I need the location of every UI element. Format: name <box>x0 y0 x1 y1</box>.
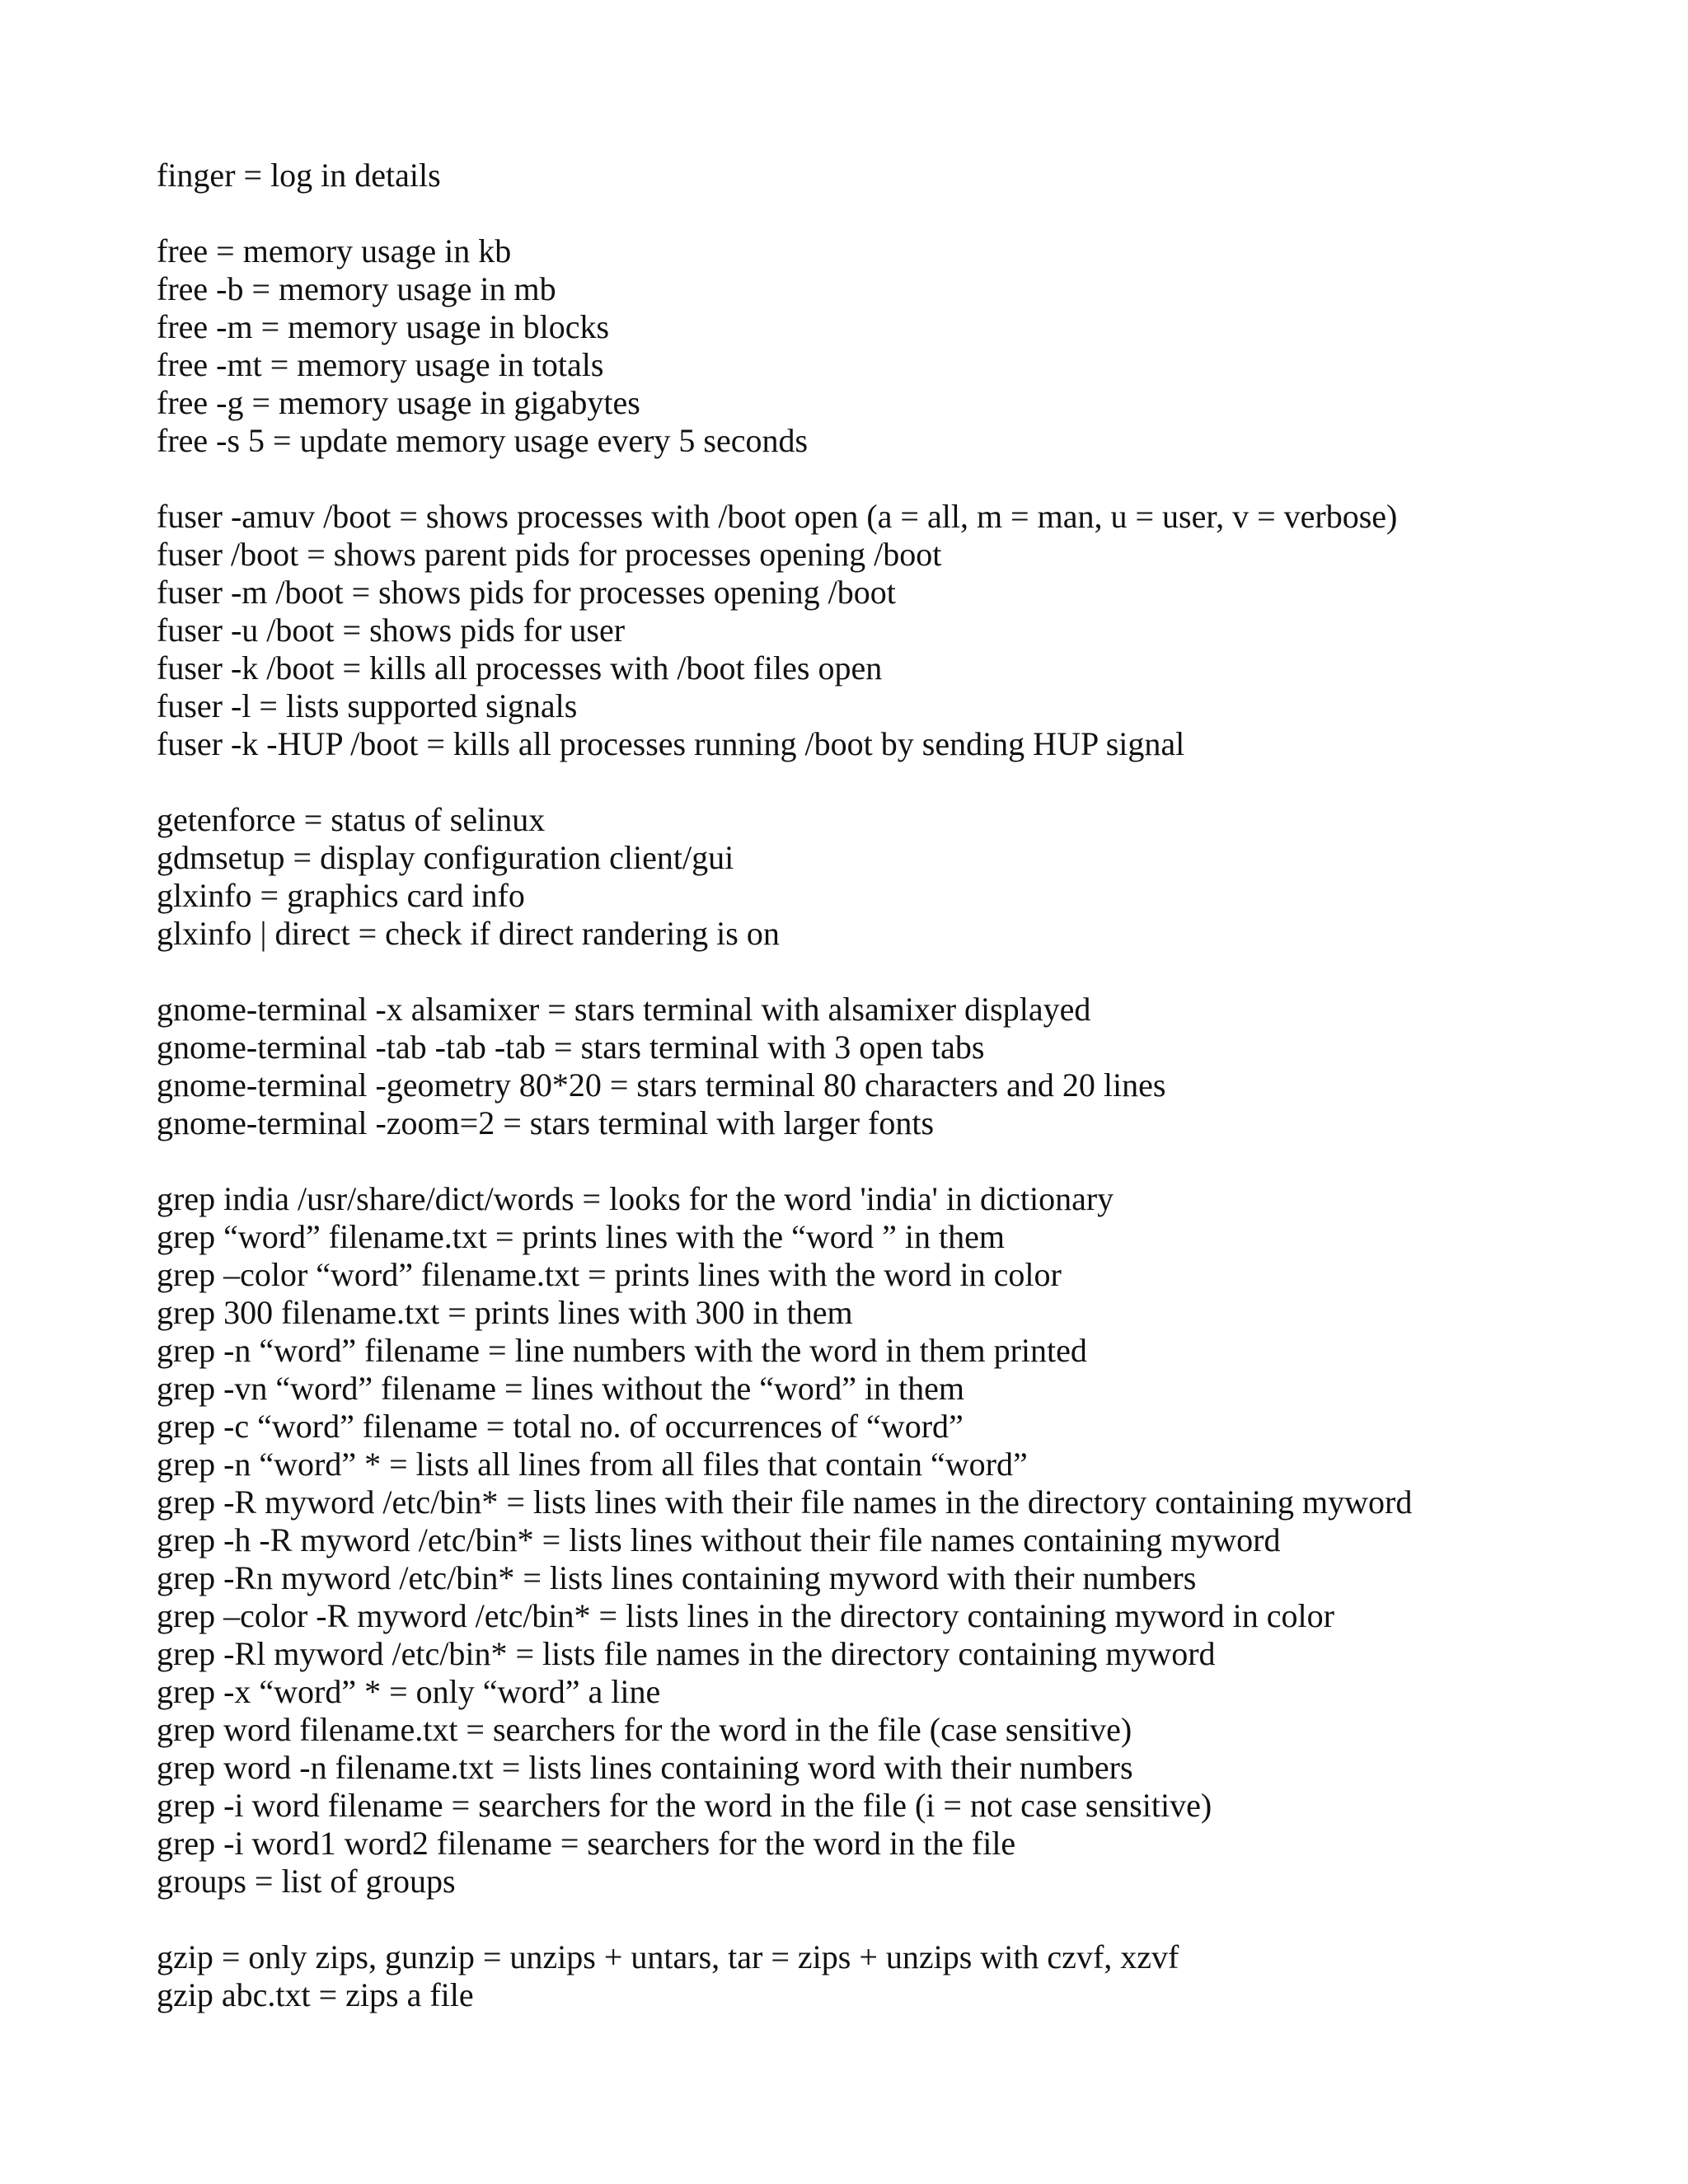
text-line: groups = list of groups <box>157 1863 456 1900</box>
text-line: grep -vn “word” filename = lines without the “word” in them <box>157 1370 965 1407</box>
text-line: grep “word” filename.txt = prints lines with the “word ” in them <box>157 1218 1005 1255</box>
text-line: free = memory usage in kb <box>157 232 512 269</box>
text-line: grep word filename.txt = searchers for the word in the file (case sensitive) <box>157 1711 1132 1748</box>
text-line: fuser -m /boot = shows pids for processes opening /boot <box>157 574 896 611</box>
text-line: gzip abc.txt = zips a file <box>157 1976 474 2013</box>
text-line: grep -Rl myword /etc/bin* = lists file names in the directory containing myword <box>157 1635 1216 1672</box>
text-line: grep -h -R myword /etc/bin* = lists lines without their file names containing myword <box>157 1521 1281 1558</box>
section-gnome-terminal <box>157 991 1640 1142</box>
section-finger <box>157 157 1640 194</box>
text-line: fuser /boot = shows parent pids for processes opening /boot <box>157 536 942 573</box>
text-line: grep -x “word” * = only “word” a line <box>157 1673 661 1710</box>
text-line: free -b = memory usage in mb <box>157 270 556 307</box>
text-line: fuser -k -HUP /boot = kills all processes running /boot by sending HUP signal <box>157 725 1185 762</box>
text-line: fuser -u /boot = shows pids for user <box>157 612 626 649</box>
text-line: grep word -n filename.txt = lists lines containing word with their numbers <box>157 1749 1133 1786</box>
text-line: grep -Rn myword /etc/bin* = lists lines containing myword with their numbers <box>157 1559 1197 1596</box>
section-grep <box>157 1180 1640 1900</box>
text-line: grep -c “word” filename = total no. of occurrences of “word” <box>157 1408 964 1445</box>
text-line: grep -R myword /etc/bin* = lists lines with their file names in the directory containing myword <box>157 1483 1413 1521</box>
text-line: gnome-terminal -zoom=2 = stars terminal with larger fonts <box>157 1104 935 1141</box>
text-line: finger = log in details <box>157 157 441 194</box>
section-gzip <box>157 1938 1640 2014</box>
text-line: gdmsetup = display configuration client/gui <box>157 839 734 876</box>
text-line: grep 300 filename.txt = prints lines with 300 in them <box>157 1294 853 1331</box>
text-line: gnome-terminal -geometry 80*20 = stars terminal 80 characters and 20 lines <box>157 1066 1166 1104</box>
document-body <box>157 157 1640 2052</box>
text-line: fuser -k /boot = kills all processes with /boot files open <box>157 649 883 687</box>
text-line: glxinfo = graphics card info <box>157 877 525 914</box>
text-line: free -mt = memory usage in totals <box>157 346 604 383</box>
section-getenforce-glxinfo <box>157 801 1640 953</box>
text-line: grep india /usr/share/dict/words = looks for the word 'india' in dictionary <box>157 1180 1114 1217</box>
text-line: gnome-terminal -tab -tab -tab = stars terminal with 3 open tabs <box>157 1029 985 1066</box>
section-fuser <box>157 498 1640 763</box>
text-line: grep -n “word” * = lists all lines from all files that contain “word” <box>157 1446 1028 1483</box>
text-line: fuser -l = lists supported signals <box>157 687 578 724</box>
text-line: grep -n “word” filename = line numbers with the word in them printed <box>157 1332 1087 1369</box>
text-line: grep -i word1 word2 filename = searchers for the word in the file <box>157 1825 1016 1862</box>
text-line: grep –color “word” filename.txt = prints lines with the word in color <box>157 1256 1062 1293</box>
text-line: getenforce = status of selinux <box>157 801 546 838</box>
section-free <box>157 232 1640 460</box>
text-line: grep -i word filename = searchers for the word in the file (i = not case sensitive) <box>157 1787 1212 1824</box>
text-line: free -g = memory usage in gigabytes <box>157 384 640 421</box>
text-line: gzip = only zips, gunzip = unzips + untars, tar = zips + unzips with czvf, xzvf <box>157 1938 1179 1975</box>
text-line: grep –color -R myword /etc/bin* = lists lines in the directory containing myword in color <box>157 1597 1334 1634</box>
text-line: glxinfo | direct = check if direct randering is on <box>157 915 780 952</box>
text-line: free -m = memory usage in blocks <box>157 308 610 345</box>
text-line: gnome-terminal -x alsamixer = stars terminal with alsamixer displayed <box>157 991 1091 1028</box>
text-line: fuser -amuv /boot = shows processes with /boot open (a = all, m = man, u = user, v = verbose) <box>157 498 1398 535</box>
text-line: free -s 5 = update memory usage every 5 seconds <box>157 422 809 459</box>
